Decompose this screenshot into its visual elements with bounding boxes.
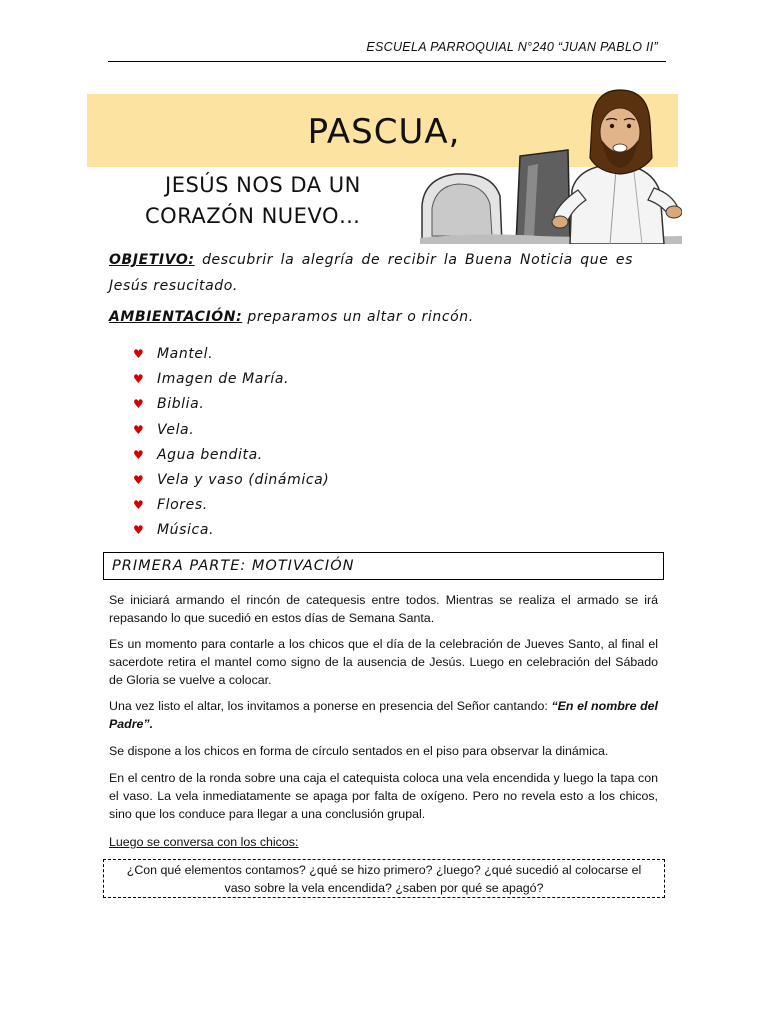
- list-item-text: Música.: [157, 522, 215, 539]
- subtitle-line-2: CORAZÓN NUEVO…: [145, 204, 361, 228]
- section-heading-box: [103, 552, 664, 580]
- paragraph-5: En el centro de la ronda sobre una caja el catequista coloca una vela encendida y luego la tapa con el vaso. La vela inmediatamente se apaga por falta de oxígeno. Pero no revela esto a los chicos, sino que los conduce para llegar a una conclusión grupal.: [109, 771, 658, 821]
- list-item-text: Imagen de María.: [157, 371, 290, 388]
- list-item: [133, 443, 329, 468]
- paragraph-2: Es un momento para contarle a los chicos que el día de la celebración de Jueves Santo, al final el sacerdote retira el mantel como signo de la ausencia de Jesús. Luego en celebración del Sábado de Gloria se vuelve a colocar.: [109, 637, 658, 687]
- paragraph-4: Se dispone a los chicos en forma de círculo sentados en el piso para observar la dinámica.: [109, 744, 609, 758]
- paragraph-1: Se iniciará armando el rincón de catequesis entre todos. Mientras se realiza el armado se irá repasando lo que sucedió en estos días de Semana Santa.: [109, 593, 658, 625]
- question-line-1: ¿Con qué elementos contamos? ¿qué se hizo primero? ¿luego? ¿qué sucedió al colocarse el: [126, 863, 642, 877]
- heart-icon: ♥: [133, 472, 145, 487]
- paragraph-3: [109, 697, 658, 733]
- song-title: “En el nombre del Padre”.: [109, 699, 658, 731]
- heart-icon: ♥: [133, 372, 145, 387]
- heart-icon: ♥: [133, 347, 145, 361]
- list-item-text: Vela y vaso (dinámica): [157, 471, 330, 488]
- question-box: [103, 859, 665, 898]
- list-item-text: Mantel.: [157, 346, 214, 362]
- list-item: [133, 418, 329, 443]
- question-line-2: vaso sobre la vela encendida? ¿saben por qué se apagó?: [224, 881, 544, 895]
- heart-icon: ♥: [133, 447, 145, 462]
- objective-label: OBJETIVO:: [109, 252, 195, 268]
- school-header: ESCUELA PARROQUIAL N°240 “JUAN PABLO II”: [366, 40, 658, 54]
- objective-paragraph: [109, 247, 633, 299]
- risen-jesus-tomb-illustration: [420, 86, 682, 244]
- list-item: [133, 392, 329, 417]
- heart-icon: ♥: [133, 523, 145, 538]
- section-heading: PRIMERA PARTE: MOTIVACIÓN: [112, 558, 355, 574]
- heart-icon: ♥: [133, 422, 145, 437]
- ambient-paragraph: [109, 309, 474, 325]
- heart-icon: ♥: [133, 397, 145, 412]
- header-rule: [108, 61, 666, 62]
- page-title: PASCUA,: [307, 112, 461, 152]
- list-item-text: Flores.: [157, 497, 208, 514]
- list-item: [133, 367, 329, 392]
- ambient-label: AMBIENTACIÓN:: [109, 309, 243, 325]
- paragraph-6: Luego se conversa con los chicos:: [109, 835, 299, 849]
- list-item-text: Vela.: [157, 421, 195, 438]
- list-item-text: Agua bendita.: [157, 446, 263, 463]
- heart-icon: ♥: [133, 498, 145, 513]
- paragraph-3-text: Una vez listo el altar, los invitamos a ponerse en presencia del Señor cantando:: [109, 699, 552, 713]
- page-subtitle: [145, 170, 361, 232]
- materials-list: [133, 342, 329, 544]
- list-item-text: Biblia.: [157, 396, 205, 413]
- objective-text: descubrir la alegría de recibir la Buena Noticia que es Jesús resucitado.: [109, 252, 633, 294]
- subtitle-line-1: JESÚS NOS DA UN: [165, 173, 361, 197]
- list-item: [133, 493, 329, 518]
- list-item: [133, 342, 329, 367]
- list-item: [133, 518, 329, 543]
- ambient-text: preparamos un altar o rincón.: [247, 309, 474, 325]
- list-item: [133, 468, 329, 493]
